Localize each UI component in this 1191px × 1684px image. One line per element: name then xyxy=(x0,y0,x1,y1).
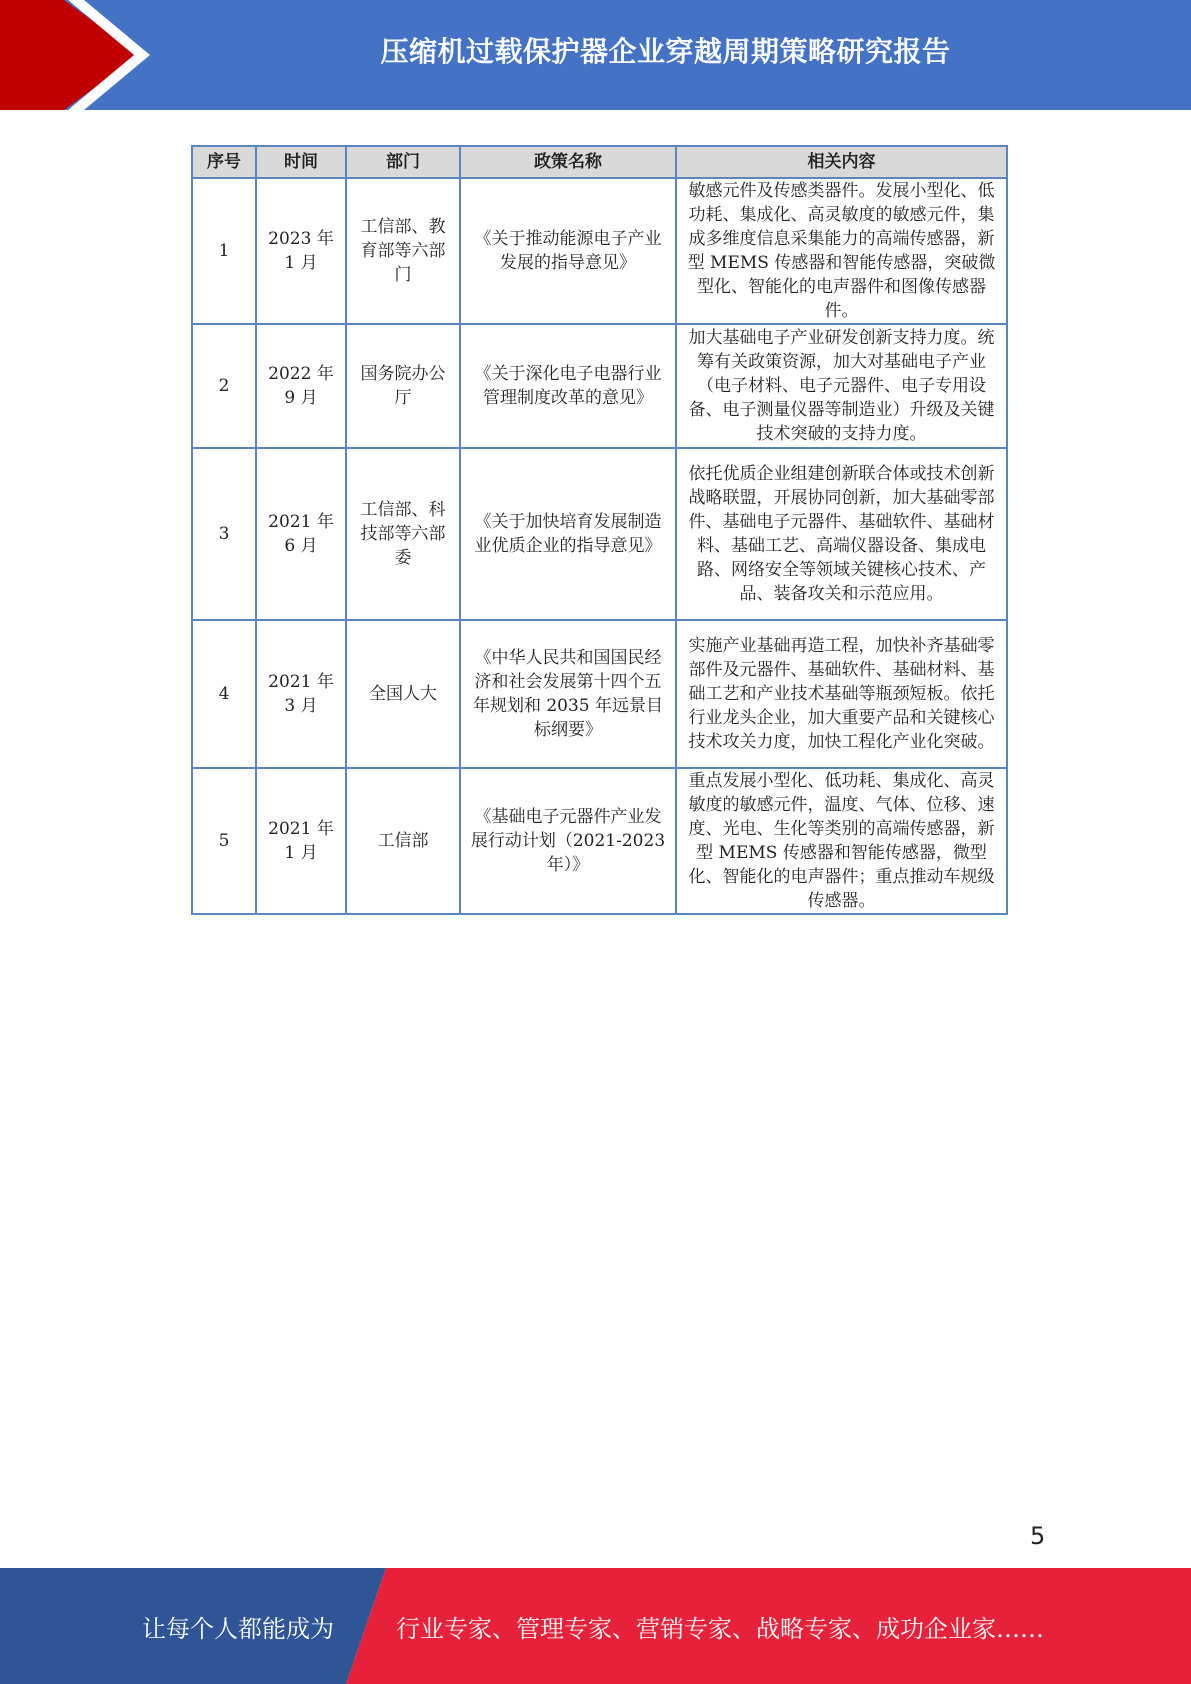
report-title: 压缩机过载保护器企业穿越周期策略研究报告 xyxy=(380,35,951,68)
cell-content: 依托优质企业组建创新联合体或技术创新战略联盟，开展协同创新，加大基础零部件、基础电子元器件、基础软件、基础材料、基础工艺、高端仪器设备、集成电路、网络安全等领域关键核心技术、产品、装备攻关和示范应用。 xyxy=(676,448,1007,620)
column-header-policy: 政策名称 xyxy=(460,146,676,178)
cell-content: 敏感元件及传感类器件。发展小型化、低功耗、集成化、高灵敏度的敏感元件，集成多维度信息采集能力的高端传感器，新型 MEMS 传感器和智能传感器，突破微型化、智能化的电声器件和图像传感器件。 xyxy=(676,178,1007,324)
cell-dept: 全国人大 xyxy=(346,620,460,768)
cell-dept: 工信部 xyxy=(346,768,460,914)
cell-content: 实施产业基础再造工程，加快补齐基础零部件及元器件、基础软件、基础材料、基础工艺和产业技术基础等瓶颈短板。依托行业龙头企业，加大重要产品和关键核心技术攻关力度，加快工程化产业化突破。 xyxy=(676,620,1007,768)
cell-time: 2022 年 9 月 xyxy=(256,324,346,448)
footer-slogan-left: 让每个人都能成为 xyxy=(142,1614,334,1643)
cell-dept: 工信部、教育部等六部门 xyxy=(346,178,460,324)
cell-time: 2021 年 3 月 xyxy=(256,620,346,768)
column-header-dept: 部门 xyxy=(346,146,460,178)
table-header-row xyxy=(192,146,1007,178)
column-header-content: 相关内容 xyxy=(676,146,1007,178)
cell-time: 2021 年 1 月 xyxy=(256,768,346,914)
column-header-time: 时间 xyxy=(256,146,346,178)
cell-content: 加大基础电子产业研发创新支持力度。统筹有关政策资源，加大对基础电子产业（电子材料、电子元器件、电子专用设备、电子测量仪器等制造业）升级及关键技术突破的支持力度。 xyxy=(676,324,1007,448)
cell-policy: 《关于深化电子电器行业管理制度改革的意见》 xyxy=(460,324,676,448)
page-footer xyxy=(0,1568,1191,1684)
table-row xyxy=(192,620,1007,768)
cell-no: 4 xyxy=(192,620,256,768)
table-row xyxy=(192,324,1007,448)
cell-policy: 《基础电子元器件产业发展行动计划（2021-2023 年）》 xyxy=(460,768,676,914)
page-header xyxy=(0,0,1191,110)
cell-policy: 《关于加快培育发展制造业优质企业的指导意见》 xyxy=(460,448,676,620)
cell-no: 1 xyxy=(192,178,256,324)
cell-policy: 《关于推动能源电子产业发展的指导意见》 xyxy=(460,178,676,324)
cell-no: 3 xyxy=(192,448,256,620)
column-header-no: 序号 xyxy=(192,146,256,178)
cell-no: 2 xyxy=(192,324,256,448)
cell-content: 重点发展小型化、低功耗、集成化、高灵敏度的敏感元件，温度、气体、位移、速度、光电、生化等类别的高端传感器，新型 MEMS 传感器和智能传感器，微型化、智能化的电声器件；重点推动车规级传感器。 xyxy=(676,768,1007,914)
cell-no: 5 xyxy=(192,768,256,914)
page-number: 5 xyxy=(1030,1522,1046,1550)
footer-slogan-right: 行业专家、管理专家、营销专家、战略专家、成功企业家…… xyxy=(396,1614,1044,1643)
cell-time: 2021 年 6 月 xyxy=(256,448,346,620)
cell-dept: 国务院办公厅 xyxy=(346,324,460,448)
cell-dept: 工信部、科技部等六部委 xyxy=(346,448,460,620)
table-row xyxy=(192,448,1007,620)
cell-policy: 《中华人民共和国国民经济和社会发展第十四个五年规划和 2035 年远景目标纲要》 xyxy=(460,620,676,768)
table-row xyxy=(192,178,1007,324)
table-row xyxy=(192,768,1007,914)
policy-table xyxy=(191,145,1008,915)
cell-time: 2023 年 1 月 xyxy=(256,178,346,324)
